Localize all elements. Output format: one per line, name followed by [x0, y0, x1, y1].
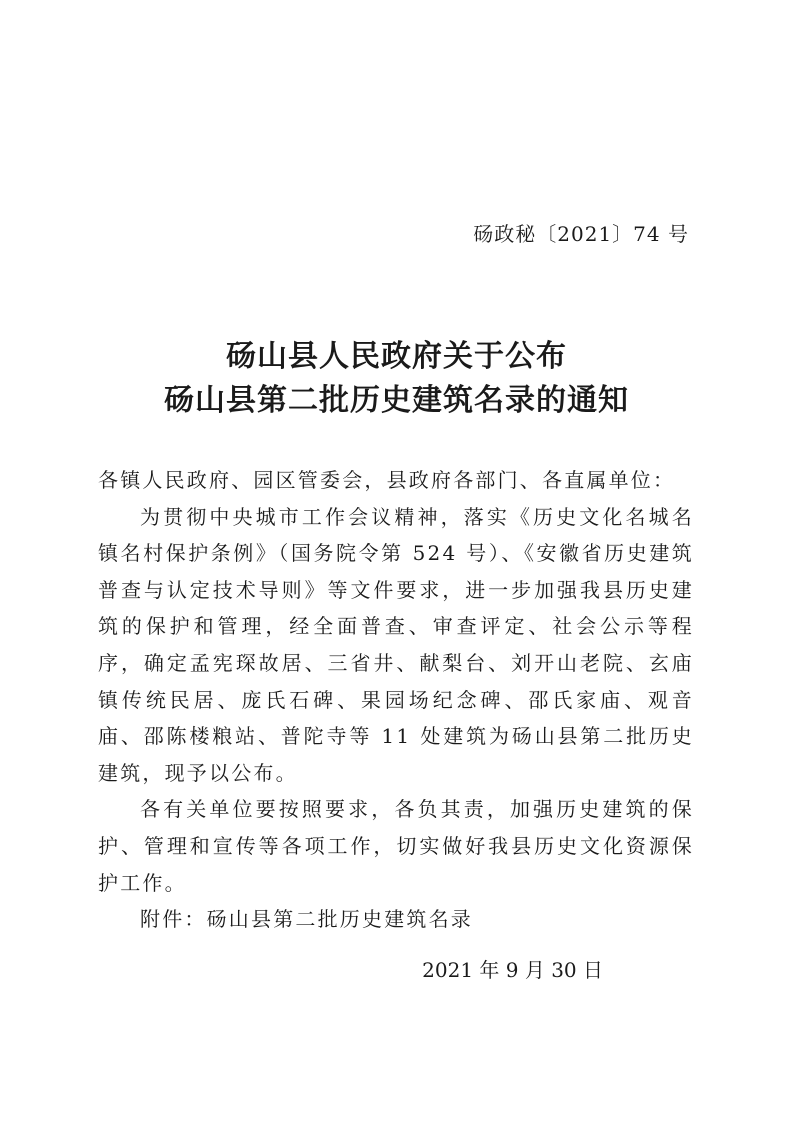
document-body [98, 462, 694, 938]
body-paragraph-2: 各有关单位要按照要求，各负其责，加强历史建筑的保护、管理和宣传等各项工作，切实做好我县历史文化资源保护工作。 [98, 797, 694, 895]
salutation: 各镇人民政府、园区管委会，县政府各部门、各直属单位： [98, 468, 676, 492]
document-date: 2021 年 9 月 30 日 [422, 958, 603, 982]
document-title [0, 335, 793, 423]
document-number: 砀政秘〔2021〕74 号 [473, 222, 689, 246]
title-line-2: 砀山县第二批历史建筑名录的通知 [164, 383, 629, 418]
body-paragraph-1: 为贯彻中央城市工作会议精神，落实《历史文化名城名镇名村保护条例》（国务院令第 524 号）、《安徽省历史建筑普查与认定技术导则》等文件要求，进一步加强我县历史建筑的保护和管理，经全面普查、审查评定、社会公示等程序，确定孟宪琛故居、三省井、献梨台、刘开山老院、玄庙镇传统民居、庞氏石碑、果园场纪念碑、邵氏家庙、观音庙、邵陈楼粮站、普陀寺等 11 处建筑为砀山县第二批历史建筑，现予以公布。 [98, 504, 694, 785]
title-line-1: 砀山县人民政府关于公布 [226, 339, 567, 374]
attachment-line: 附件：砀山县第二批历史建筑名录 [140, 907, 473, 932]
